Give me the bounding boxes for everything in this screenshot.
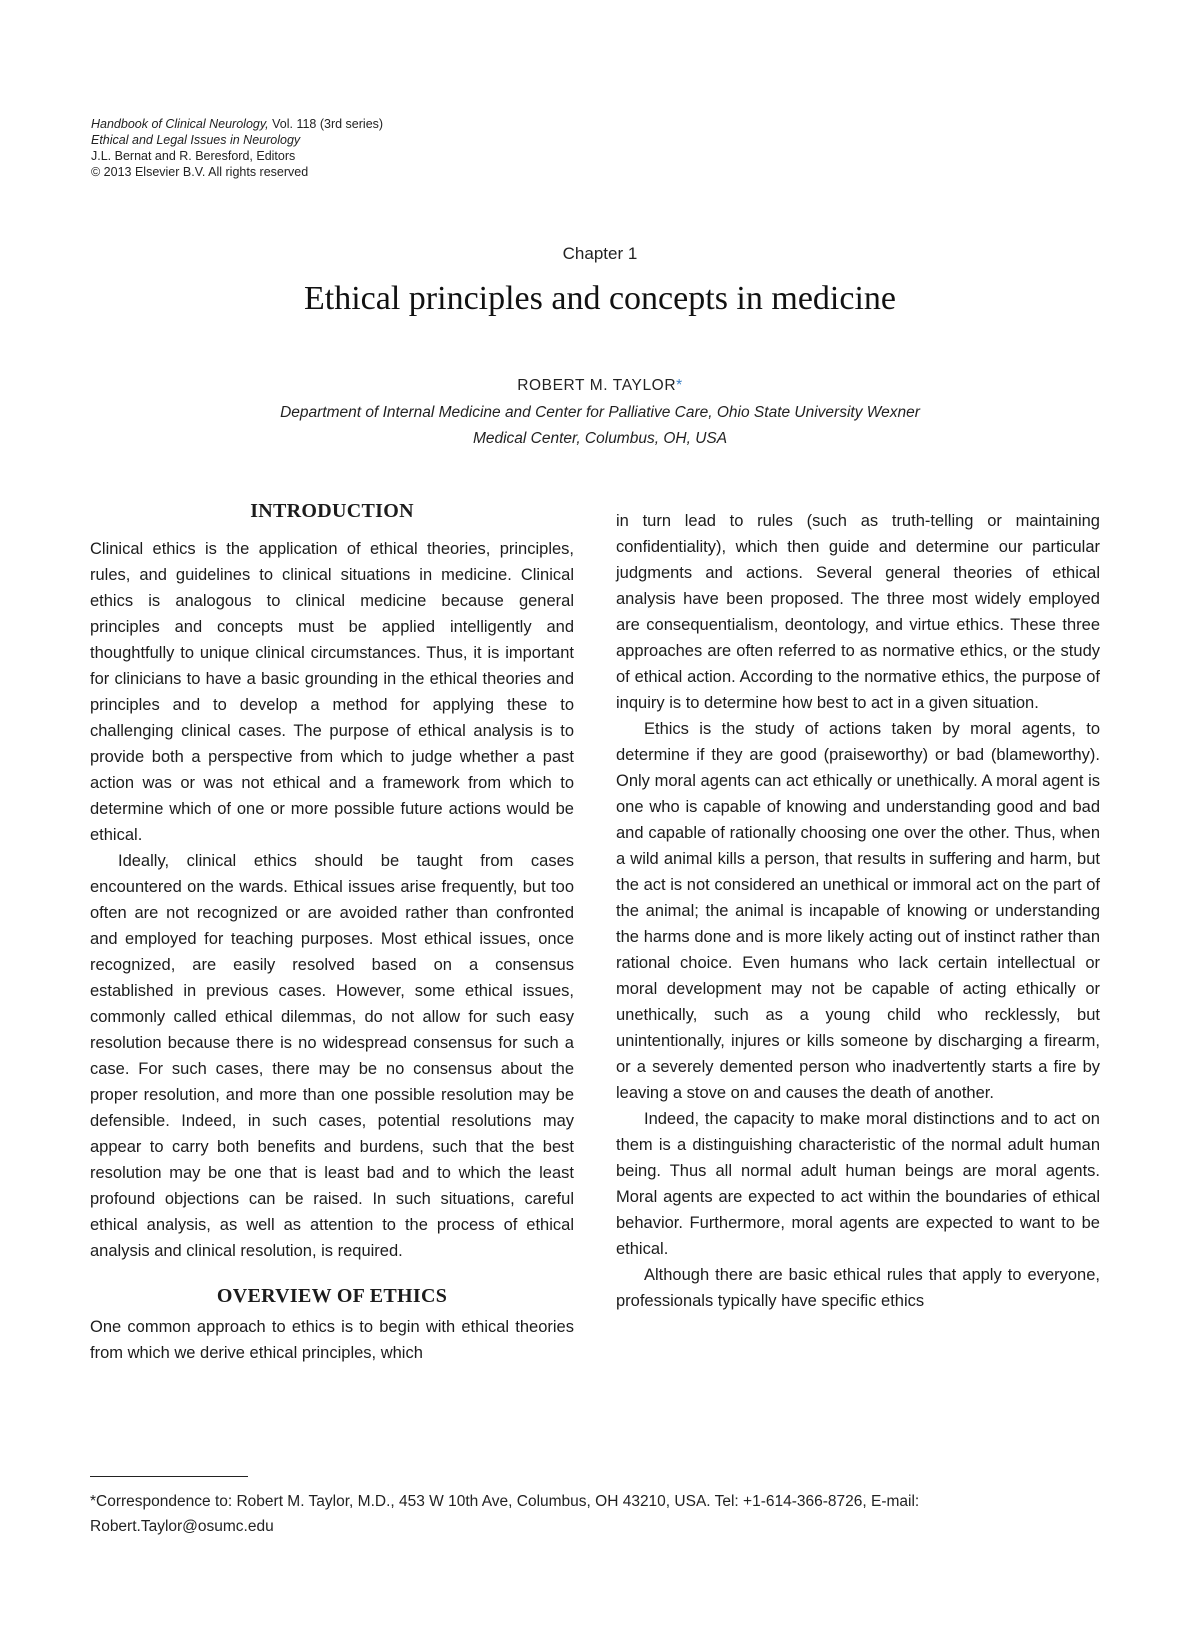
paragraph: Ideally, clinical ethics should be taught from cases encountered on the wards. Ethical issues arise frequently, but too often are not recognized or are avoided rather than confronted and employed for teaching purposes. Most ethical issues, once recognized, are easily resolved based on a consensus established in previous cases. However, some ethical issues, commonly called ethical dilemmas, do not allow for such easy resolution because there is no widespread consensus for such a case. For such cases, there may be no consensus about the proper resolution, and more than one possible resolution may be defensible. Indeed, in such cases, potential resolutions may appear to carry both benefits and burdens, such that the best resolution may be one that is least bad and to which the least profound objections can be raised. In such situations, careful ethical analysis, as well as attention to the process of ethical analysis and clinical resolution, is required.: [90, 852, 574, 1260]
correspondence-mark[interactable]: *: [676, 377, 683, 394]
paragraph: Ethics is the study of actions taken by moral agents, to determine if they are good (praiseworthy) or bad (blameworthy). Only moral agents can act ethically or unethically. A moral agent is one who is capable of knowing and understanding good and bad and capable of rationally choosing one over the other. Thus, when a wild animal kills a person, that results in suffering and harm, but the act is not considered an unethical or immoral act on the part of the animal; the animal is incapable of knowing or understanding the harms done and is more likely acting out of instinct rather than rational choice. Even humans who lack certain intellectual or moral development may not be capable of acting ethically or unethically, such as a young child who recklessly, but unintentionally, injures or kills someone by discharging a firearm, or a severely demented person who inadvertently starts a fire by leaving a stove on and causes the death of another.: [616, 720, 1100, 1102]
chapter-title: Ethical principles and concepts in medicine: [304, 280, 896, 317]
author-name: ROBERT M. TAYLOR: [517, 377, 677, 394]
correspondence-footnote: *Correspondence to: Robert M. Taylor, M.D., 453 W 10th Ave, Columbus, OH 43210, USA. Tel: +1-614-366-8726, E-mail: Robert.Taylor@osumc.edu: [90, 1493, 920, 1535]
paragraph: Clinical ethics is the application of ethical theories, principles, rules, and guidelines to clinical situations in medicine. Clinical ethics is analogous to clinical medicine because general principles and concepts must be applied intelligently and thoughtfully to unique clinical circumstances. Thus, it is important for clinicians to have a basic grounding in the ethical theories and principles and to develop a method for applying these to challenging clinical cases. The purpose of ethical analysis is to provide both a perspective from which to judge whether a past action was or was not ethical and a framework from which to determine which of one or more possible future actions would be ethical.: [90, 540, 574, 844]
chapter-label: Chapter 1: [562, 244, 638, 263]
affiliation-line-1: Department of Internal Medicine and Center for Palliative Care, Ohio State University Wexner: [280, 404, 920, 421]
paragraph: One common approach to ethics is to begin with ethical theories from which we derive ethical principles, which: [90, 1318, 574, 1362]
paragraph-continued: in turn lead to rules (such as truth-telling or maintaining confidentiality), which then guide and determine our particular judgments and actions. Several general theories of ethical analysis have been proposed. The three most widely employed are consequentialism, deontology, and virtue ethics. These three approaches are often referred to as normative ethics, or the study of ethical action. According to the normative ethics, the purpose of inquiry is to determine how best to act in a given situation.: [616, 512, 1100, 712]
right-column: [616, 508, 1100, 1314]
series-line: [91, 116, 383, 132]
paragraph: Indeed, the capacity to make moral distinctions and to act on them is a distinguishing characteristic of the normal adult human being. Thus all normal adult human beings are moral agents. Moral agents are expected to act within the boundaries of ethical behavior. Furthermore, moral agents are expected to want to be ethical.: [616, 1110, 1100, 1258]
series-title: Handbook of Clinical Neurology,: [91, 117, 269, 131]
left-column: [90, 500, 574, 1366]
series-volume: Vol. 118 (3rd series): [268, 117, 384, 131]
author-line: [0, 377, 1200, 395]
affiliation-line-2: Medical Center, Columbus, OH, USA: [472, 430, 728, 447]
editors-line: J.L. Bernat and R. Beresford, Editors: [91, 149, 296, 163]
section-heading-introduction: INTRODUCTION: [250, 500, 414, 522]
volume-title: Ethical and Legal Issues in Neurology: [91, 133, 301, 147]
publication-header: [91, 116, 383, 180]
section-heading-overview: OVERVIEW OF ETHICS: [216, 1285, 448, 1307]
copyright-line: © 2013 Elsevier B.V. All rights reserved: [91, 165, 309, 179]
paragraph: Although there are basic ethical rules that apply to everyone, professionals typically have specific ethics: [616, 1266, 1100, 1310]
footnote-divider: [90, 1476, 248, 1477]
